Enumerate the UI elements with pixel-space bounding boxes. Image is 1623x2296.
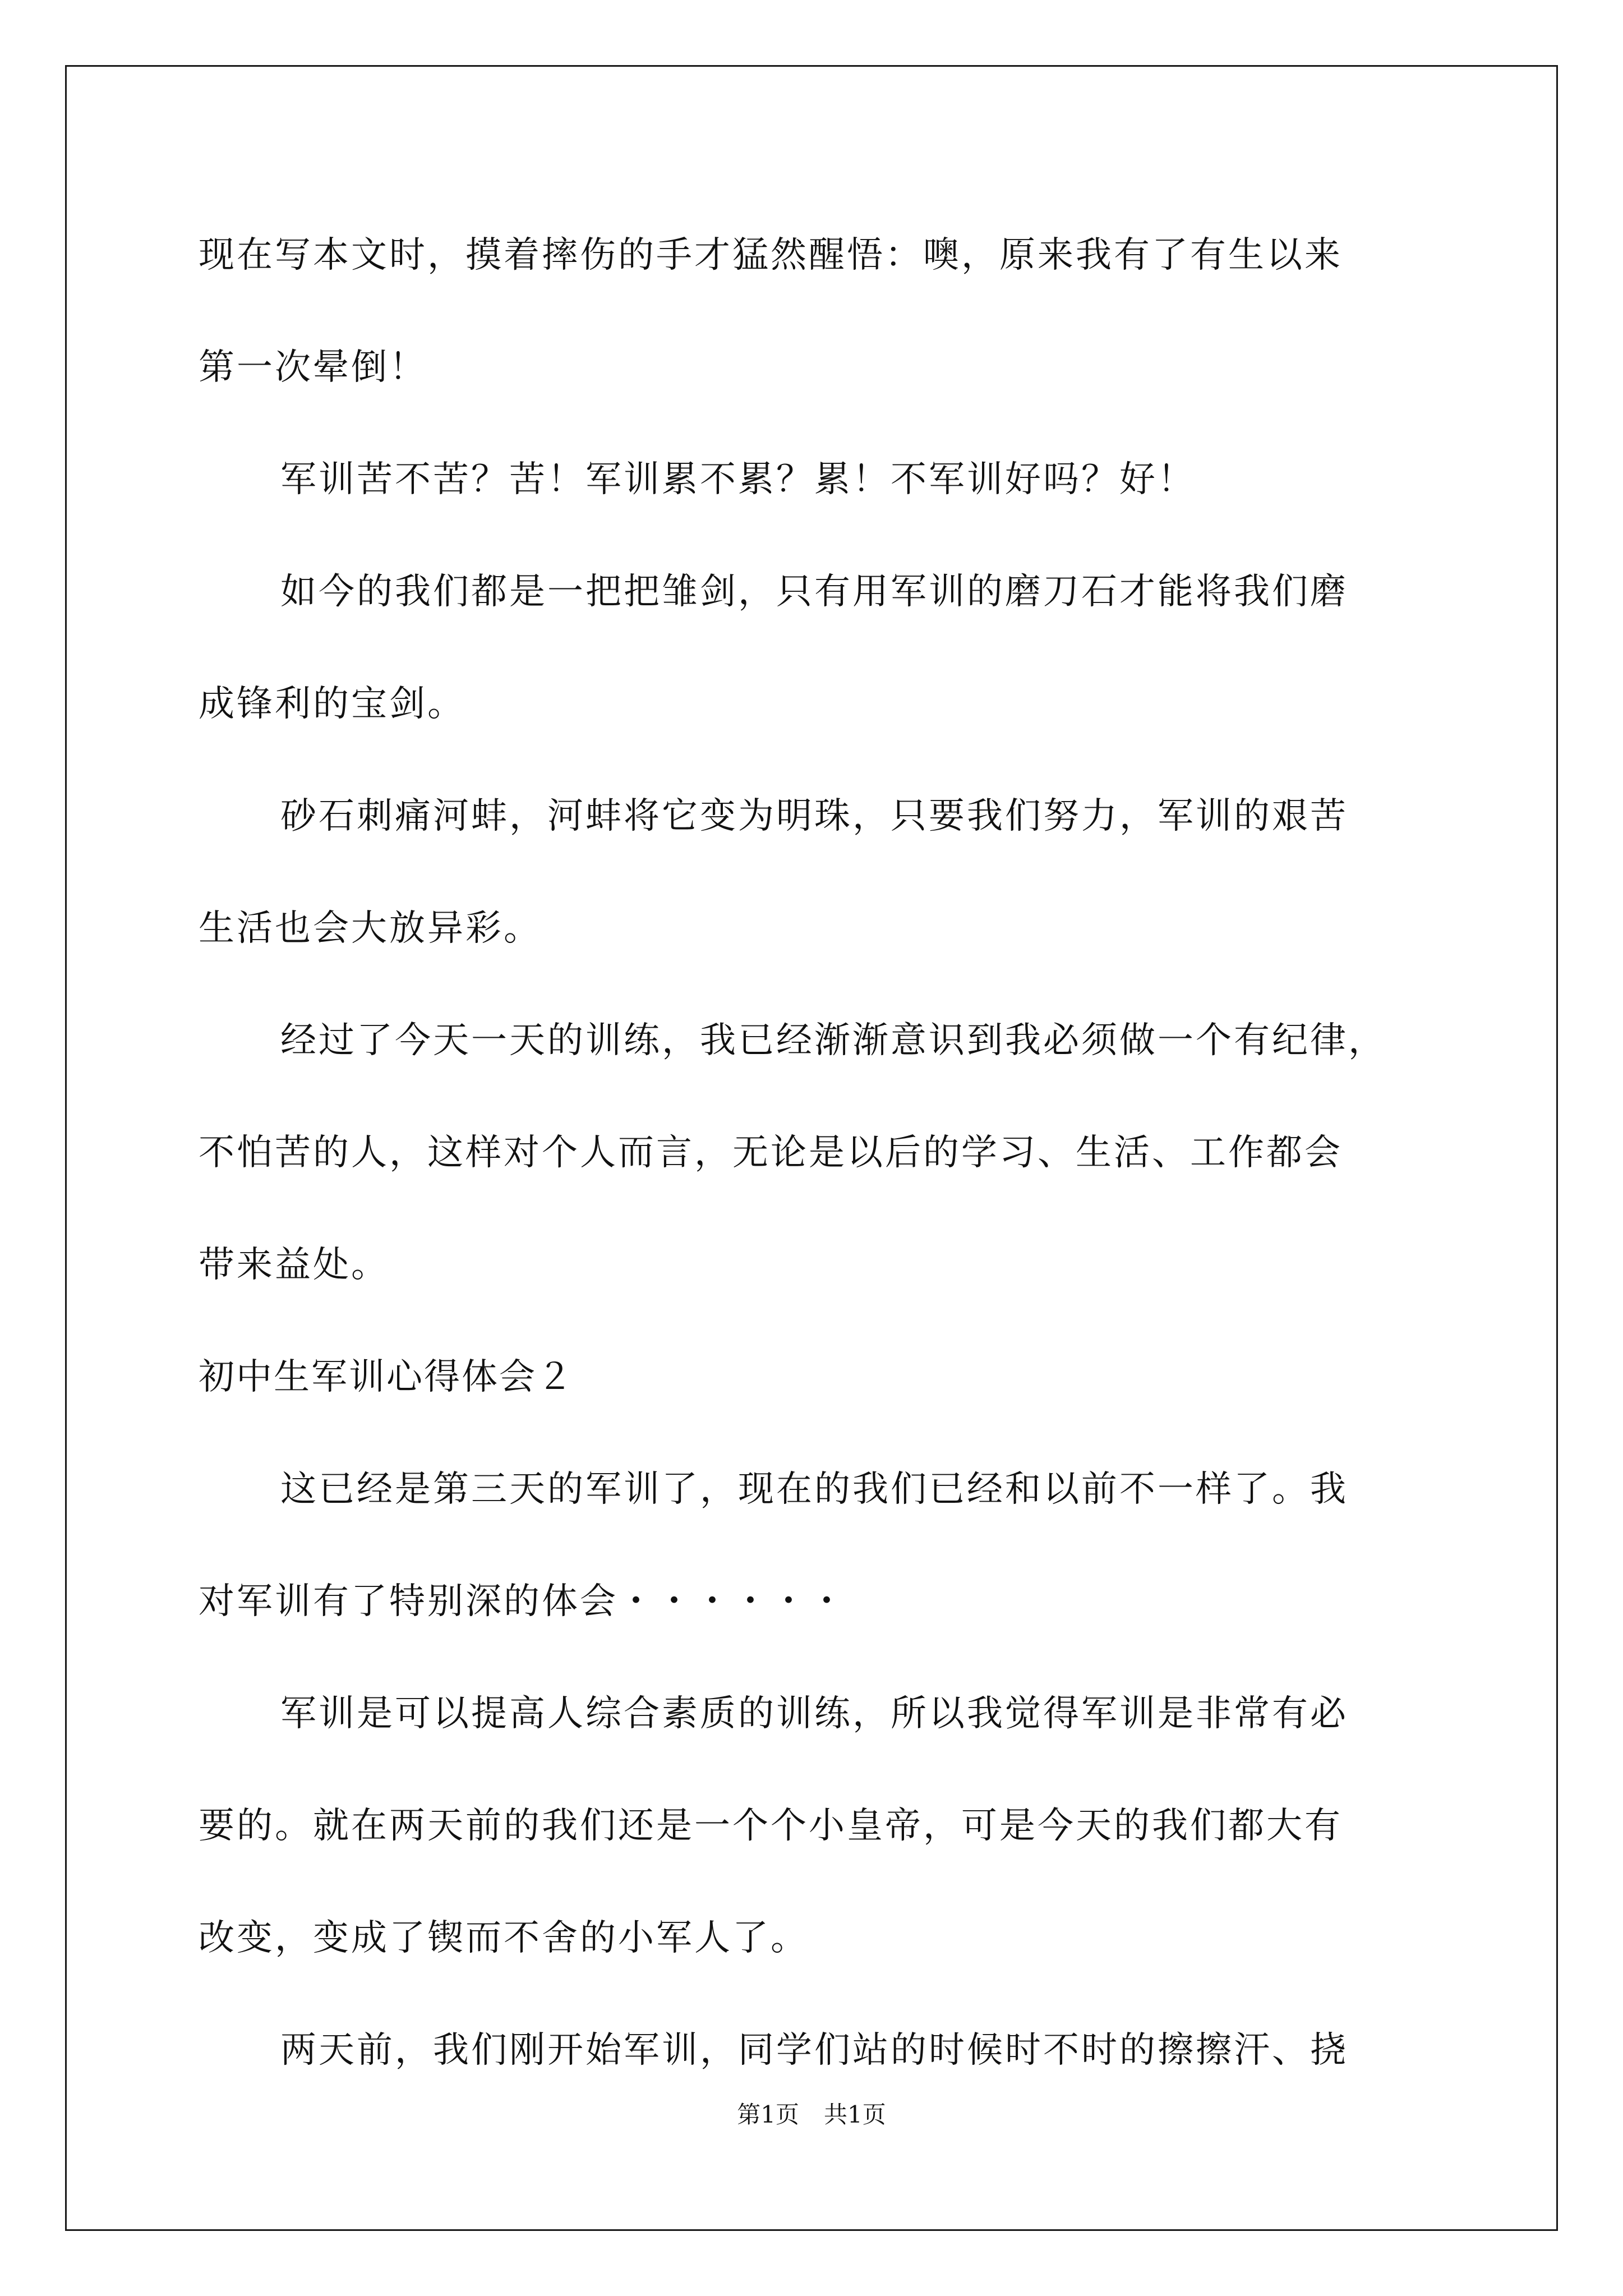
paragraph-line: 砂石刺痛河蚌，河蚌将它变为明珠，只要我们努力，军训的艰苦	[280, 795, 1348, 837]
paragraph-line: 这已经是第三天的军训了，现在的我们已经和以前不一样了。我	[280, 1469, 1348, 1510]
text-line: 改变，变成了锲而不舍的小军人了。	[199, 1917, 809, 1959]
paragraph-line: 如今的我们都是一把把雏剑，只有用军训的磨刀石才能将我们磨	[280, 571, 1348, 613]
paragraph-line: 军训是可以提高人综合素质的训练，所以我觉得军训是非常有必	[280, 1693, 1348, 1734]
text-line: 要的。就在两天前的我们还是一个个小皇帝，可是今天的我们都大有	[199, 1805, 1343, 1847]
paragraph-line: 军训苦不苦？苦！军训累不累？累！不军训好吗？好！	[280, 459, 1196, 500]
paragraph-line: 两天前，我们刚开始军训，同学们站的时候时不时的擦擦汗、挠	[280, 2030, 1348, 2071]
page-number: 第1页	[737, 2101, 799, 2128]
text-line: 对军训有了特别深的体会・・・・・・	[199, 1581, 847, 1622]
section-heading: 初中生军训心得体会２	[199, 1356, 574, 1398]
text-line: 成锋利的宝剑。	[199, 683, 465, 725]
page-total: 共1页	[824, 2101, 886, 2128]
paragraph-line: 经过了今天一天的训练，我已经渐渐意识到我必须做一个有纪律，	[280, 1020, 1386, 1061]
text-line: 不怕苦的人，这样对个人而言，无论是以后的学习、生活、工作都会	[199, 1132, 1343, 1174]
text-line: 第一次晕倒！	[199, 347, 427, 388]
text-line: 带来益处。	[199, 1244, 389, 1286]
text-line: 生活也会大放异彩。	[199, 908, 542, 949]
document-body	[199, 199, 1432, 2106]
page-footer	[0, 2098, 1623, 2132]
text-line: 现在写本文时，摸着摔伤的手才猛然醒悟：噢，原来我有了有生以来	[199, 234, 1343, 276]
